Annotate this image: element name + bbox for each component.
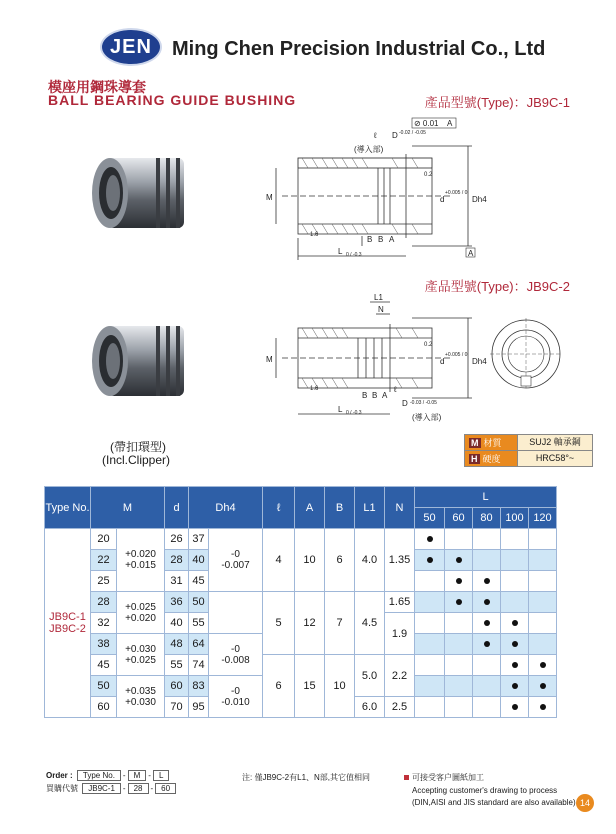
cell-l-120 — [529, 529, 557, 550]
availability-dot — [456, 599, 462, 605]
svg-text:B: B — [378, 235, 384, 244]
svg-text:1.6: 1.6 — [310, 386, 319, 392]
svg-text:B: B — [367, 235, 373, 244]
svg-text:B: B — [362, 391, 368, 400]
cell-d: 28 — [165, 550, 189, 571]
availability-dot — [484, 599, 490, 605]
svg-text:+0.005 / 0: +0.005 / 0 — [445, 190, 468, 196]
cell-l-50 — [415, 592, 445, 613]
cell-d: 55 — [165, 655, 189, 676]
svg-text:-0.03 / -0.05: -0.03 / -0.05 — [410, 400, 437, 406]
svg-text:A: A — [447, 119, 453, 128]
svg-text:0.2: 0.2 — [424, 342, 433, 348]
svg-text:0 / -0.3: 0 / -0.3 — [346, 252, 362, 258]
cell-l-50 — [415, 655, 445, 676]
cell-l-80 — [473, 676, 501, 697]
clipper-label-zh: (帶扣環型) — [110, 440, 166, 454]
company-name: Ming Chen Precision Industrial Co., Ltd — [172, 38, 546, 60]
accept-zh: 可接受客户圖紙加工 — [404, 772, 484, 783]
hardness-row: H 硬度 HRC58°~ — [465, 451, 593, 467]
cell-l-80 — [473, 571, 501, 592]
cell-b: 6 — [325, 529, 355, 592]
cell-m: 25 — [91, 571, 117, 592]
cell-dh4: 95 — [189, 697, 209, 718]
availability-dot — [484, 641, 490, 647]
cell-d: 36 — [165, 592, 189, 613]
cell-d: 26 — [165, 529, 189, 550]
header-l1: L1 — [355, 487, 385, 529]
cell-n: 2.5 — [385, 697, 415, 718]
cell-n: 1.9 — [385, 613, 415, 655]
cell-l-50 — [415, 634, 445, 655]
clip-ring-drawing — [488, 316, 564, 392]
availability-dot — [484, 578, 490, 584]
cell-ell: 5 — [263, 592, 295, 655]
svg-text:⊘ 0.01: ⊘ 0.01 — [414, 119, 439, 128]
svg-text:N: N — [378, 305, 384, 314]
cell-m: 45 — [91, 655, 117, 676]
cell-l-60 — [445, 529, 473, 550]
cell-n: 2.2 — [385, 655, 415, 697]
cell-n: 1.35 — [385, 529, 415, 592]
cell-m: 50 — [91, 676, 117, 697]
cell-l-50 — [415, 550, 445, 571]
availability-dot — [456, 557, 462, 563]
svg-text:d: d — [440, 357, 445, 366]
cell-m-tol: +0.020 +0.015 — [117, 529, 165, 592]
cell-l-100 — [501, 550, 529, 571]
svg-text:0.2: 0.2 — [424, 172, 433, 178]
availability-dot — [484, 620, 490, 626]
svg-text:A: A — [468, 249, 474, 258]
availability-dot — [540, 662, 546, 668]
cell-l-60 — [445, 613, 473, 634]
availability-dot — [540, 683, 546, 689]
cell-dh4: 40 — [189, 550, 209, 571]
cell-dh4-tol: -0 -0.007 — [209, 529, 263, 592]
cell-m: 20 — [91, 529, 117, 550]
svg-text:M: M — [266, 355, 273, 364]
cell-l-60 — [445, 571, 473, 592]
cell-l-80 — [473, 529, 501, 550]
cell-m: 32 — [91, 613, 117, 634]
cell-l-80 — [473, 634, 501, 655]
cell-m: 28 — [91, 592, 117, 613]
cell-l-100 — [501, 592, 529, 613]
cell-l-60 — [445, 550, 473, 571]
availability-dot — [427, 536, 433, 542]
header-l: L — [415, 487, 557, 508]
header-ell: ℓ — [263, 487, 295, 529]
cell-l-60 — [445, 592, 473, 613]
bushing-photo-1 — [86, 150, 198, 236]
cell-a: 15 — [295, 655, 325, 718]
cell-m: 60 — [91, 697, 117, 718]
header-d: d — [165, 487, 189, 529]
cell-l-120 — [529, 634, 557, 655]
cell-m-tol: +0.030 +0.025 — [117, 634, 165, 676]
cell-m: 22 — [91, 550, 117, 571]
svg-text:D: D — [392, 131, 398, 140]
svg-text:d: d — [440, 195, 445, 204]
cell-dh4-tol — [209, 592, 263, 634]
svg-text:(導入部): (導入部) — [412, 413, 442, 422]
page-title-zh: 模座用鋼珠導套 — [48, 79, 146, 95]
header-m: M — [91, 487, 165, 529]
cell-dh4: 74 — [189, 655, 209, 676]
cell-l1: 4.0 — [355, 529, 385, 592]
cell-d: 60 — [165, 676, 189, 697]
availability-dot — [512, 683, 518, 689]
cell-l-120 — [529, 613, 557, 634]
product-type-2: 產品型號(Type)：JB9C-2 — [424, 279, 570, 294]
cell-b: 10 — [325, 655, 355, 718]
cell-l-60 — [445, 634, 473, 655]
availability-dot — [512, 704, 518, 710]
clipper-label-en: (Incl.Clipper) — [102, 453, 171, 467]
cell-dh4: 37 — [189, 529, 209, 550]
cell-l-100 — [501, 634, 529, 655]
cell-dh4-tol: -0 -0.010 — [209, 676, 263, 718]
page-title-en: BALL BEARING GUIDE BUSHING — [48, 92, 297, 108]
cell-l-120 — [529, 550, 557, 571]
cell-l-50 — [415, 571, 445, 592]
cell-l-120 — [529, 571, 557, 592]
cell-dh4: 45 — [189, 571, 209, 592]
cell-l-100 — [501, 676, 529, 697]
cell-l-50 — [415, 697, 445, 718]
header-l-100: 100 — [501, 508, 529, 529]
technical-drawing-1 — [262, 110, 502, 270]
svg-text:+0.005 / 0: +0.005 / 0 — [445, 352, 468, 358]
cell-l-100 — [501, 571, 529, 592]
svg-text:D: D — [402, 399, 408, 408]
cell-l-80 — [473, 613, 501, 634]
table-row — [45, 529, 587, 550]
cell-dh4: 50 — [189, 592, 209, 613]
svg-text:L: L — [338, 405, 343, 414]
cell-l-100 — [501, 655, 529, 676]
bushing-photo-2 — [86, 318, 198, 404]
cell-d: 40 — [165, 613, 189, 634]
company-logo: JEN — [100, 28, 162, 66]
availability-dot — [540, 704, 546, 710]
accept-en-1: Accepting customer's drawing to process — [412, 786, 558, 795]
cell-dh4: 55 — [189, 613, 209, 634]
cell-m-tol: +0.035 +0.030 — [117, 676, 165, 718]
cell-l-120 — [529, 676, 557, 697]
cell-l-50 — [415, 676, 445, 697]
cell-a: 10 — [295, 529, 325, 592]
svg-text:Dh4: Dh4 — [472, 195, 487, 204]
cell-ell: 6 — [263, 655, 295, 718]
availability-dot — [512, 662, 518, 668]
header-a: A — [295, 487, 325, 529]
cell-l-80 — [473, 550, 501, 571]
cell-l-60 — [445, 655, 473, 676]
svg-text:1.6: 1.6 — [310, 232, 319, 238]
header-l-60: 60 — [445, 508, 473, 529]
header-l-120: 120 — [529, 508, 557, 529]
cell-l-80 — [473, 592, 501, 613]
svg-text:-0.02 / -0.05: -0.02 / -0.05 — [399, 130, 426, 136]
cell-l1: 4.5 — [355, 592, 385, 655]
svg-text:(導入部): (導入部) — [354, 145, 384, 154]
svg-text:A: A — [389, 235, 395, 244]
svg-text:Dh4: Dh4 — [472, 357, 487, 366]
svg-text:ℓ: ℓ — [374, 131, 377, 140]
cell-b: 7 — [325, 592, 355, 655]
cell-d: 48 — [165, 634, 189, 655]
cell-l-100 — [501, 529, 529, 550]
cell-d: 70 — [165, 697, 189, 718]
footer-note: 注: 僅JB9C-2有L1、N部,其它值相同 — [242, 773, 371, 782]
svg-text:M: M — [266, 193, 273, 202]
material-row: M 材質 SUJ2 軸承鋼 — [465, 435, 593, 451]
cell-l-50 — [415, 529, 445, 550]
page-number: 14 — [576, 794, 594, 812]
spec-table — [44, 486, 587, 718]
cell-l-120 — [529, 655, 557, 676]
availability-dot — [456, 578, 462, 584]
cell-ell: 4 — [263, 529, 295, 592]
order-info: Order : Type No. - M - L 買購代號 JB9C-1 - 28 - 60 — [46, 770, 178, 794]
accept-en-2: (DIN,AISI and JIS standard are also available) — [412, 798, 576, 807]
cell-l1: 6.0 — [355, 697, 385, 718]
cell-d: 31 — [165, 571, 189, 592]
cell-l-100 — [501, 613, 529, 634]
availability-dot — [512, 620, 518, 626]
material-table — [464, 434, 593, 467]
cell-l1: 5.0 — [355, 655, 385, 697]
cell-dh4-tol: -0 -0.008 — [209, 634, 263, 676]
svg-text:L1: L1 — [374, 293, 383, 302]
type-cell: JB9C-1 JB9C-2 — [45, 529, 91, 718]
header-n: N — [385, 487, 415, 529]
cell-l-120 — [529, 697, 557, 718]
header-l-80: 80 — [473, 508, 501, 529]
svg-text:L: L — [338, 247, 343, 256]
availability-dot — [427, 557, 433, 563]
svg-text:A: A — [382, 391, 388, 400]
technical-drawing-2 — [262, 288, 502, 438]
product-type-1: 產品型號(Type)：JB9C-1 — [424, 95, 570, 110]
svg-text:ℓ: ℓ — [394, 385, 397, 394]
cell-l-100 — [501, 697, 529, 718]
cell-l-50 — [415, 613, 445, 634]
cell-a: 12 — [295, 592, 325, 655]
cell-l-60 — [445, 676, 473, 697]
availability-dot — [512, 641, 518, 647]
header-type: Type No. — [45, 487, 91, 529]
cell-l-80 — [473, 697, 501, 718]
cell-m-tol: +0.025 +0.020 — [117, 592, 165, 634]
cell-n: 1.65 — [385, 592, 415, 613]
cell-dh4: 64 — [189, 634, 209, 655]
cell-l-60 — [445, 697, 473, 718]
cell-dh4: 83 — [189, 676, 209, 697]
header-b: B — [325, 487, 355, 529]
svg-text:0 / -0.3: 0 / -0.3 — [346, 410, 362, 416]
header-dh4: Dh4 — [189, 487, 263, 529]
cell-l-80 — [473, 655, 501, 676]
cell-l-120 — [529, 592, 557, 613]
header-l-50: 50 — [415, 508, 445, 529]
cell-m: 38 — [91, 634, 117, 655]
table-row — [45, 592, 587, 613]
svg-text:B: B — [372, 391, 378, 400]
